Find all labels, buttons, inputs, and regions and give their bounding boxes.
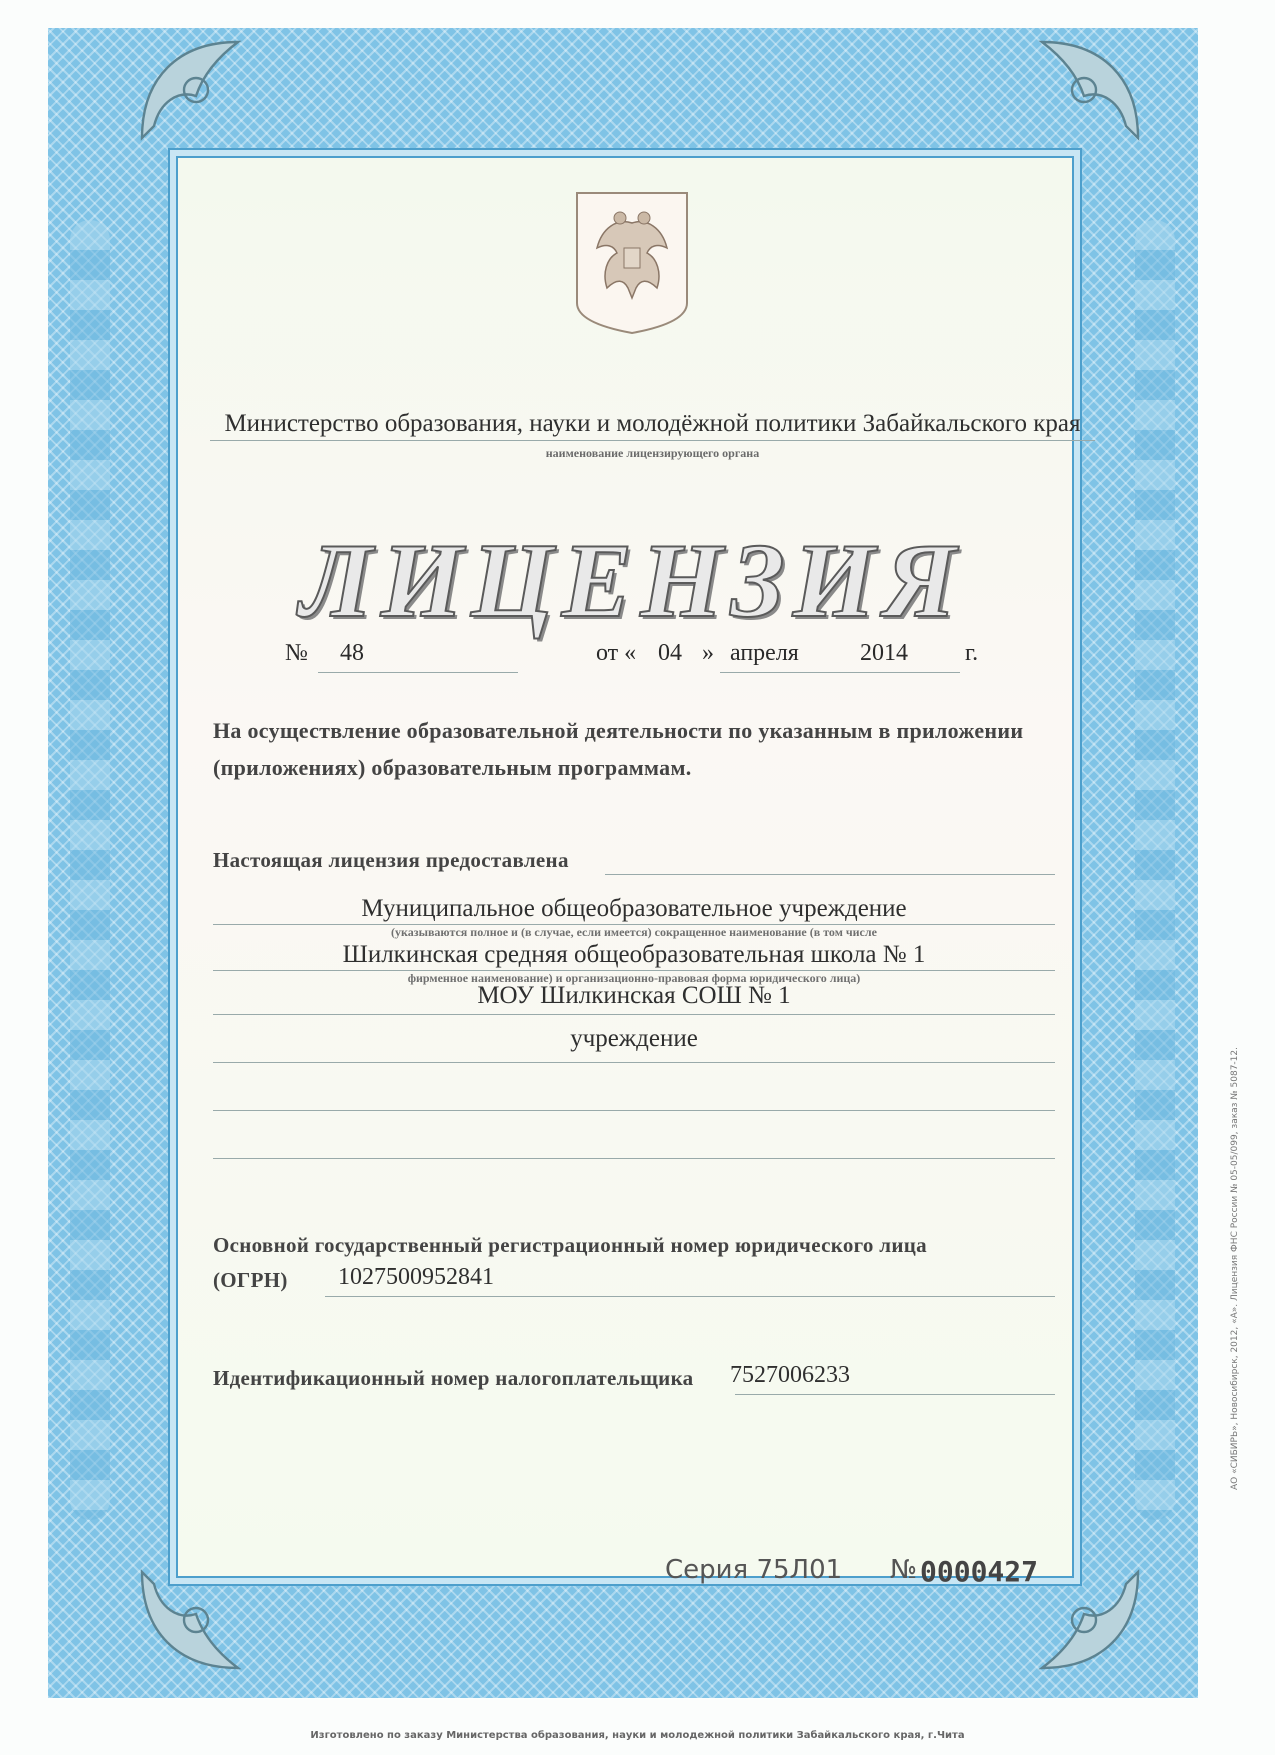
date-from-label: от « — [596, 640, 637, 666]
holder-legal-form: учреждение — [570, 1025, 698, 1052]
holder-line-6 — [213, 1158, 1055, 1159]
inn-line — [735, 1394, 1055, 1395]
holder-name-line-2: Шилкинская средняя общеобразовательная школа № 1 — [342, 941, 926, 968]
inn-value: 7527006233 — [730, 1362, 850, 1388]
right-guilloche-strip — [1135, 220, 1175, 1520]
license-number-label: № — [285, 640, 308, 666]
holder-line-3 — [213, 1014, 1055, 1015]
holder-short-name: МОУ Шилкинская СОШ № 1 — [477, 982, 791, 1009]
license-number: 48 — [340, 640, 364, 666]
holder-name-line-1: Муниципальное общеобразовательное учреждение — [361, 895, 907, 922]
holder-line-5 — [213, 1110, 1055, 1111]
inn-label: Идентификационный номер налогоплательщика — [213, 1366, 694, 1390]
ogrn-value: 1027500952841 — [338, 1264, 494, 1290]
corner-ornament-icon — [130, 30, 250, 150]
series-number-label: № — [890, 1555, 918, 1585]
corner-ornament-icon — [1030, 1560, 1150, 1680]
series-number: 0000427 — [920, 1555, 1039, 1588]
ogrn-label: Основной государственный регистрационный номер юридического лица — [213, 1233, 927, 1257]
corner-ornament-icon — [130, 1560, 250, 1680]
purpose-line-1: На осуществление образовательной деятельности по указанным в приложении — [213, 718, 1024, 743]
holder-caption-1: (указываются полное и (в случае, если имеется) сокращенное наименование (в том числе — [391, 925, 877, 939]
ogrn-line — [325, 1296, 1055, 1297]
license-number-line — [318, 672, 518, 673]
printer-imprint: АО «СИБИРЬ», Новосибирск, 2012, «А». Лицензия ФНС России № 05-05/099, заказ № 5087-12. — [1230, 1047, 1240, 1490]
license-day: 04 — [658, 640, 682, 666]
coat-of-arms-icon — [572, 188, 692, 338]
left-guilloche-strip — [70, 220, 110, 1520]
corner-ornament-icon — [1030, 30, 1150, 150]
document-title: ЛИЦЕНЗИЯ — [300, 522, 965, 639]
year-suffix: г. — [965, 640, 979, 666]
ogrn-abbr: (ОГРН) — [213, 1268, 288, 1292]
holder-caption-2: фирменное наименование) и организационно-правовая форма юридического лица) — [407, 971, 861, 985]
license-year: 2014 — [860, 640, 908, 666]
purpose-line-2: (приложениях) образовательным программам. — [213, 755, 692, 780]
granted-line — [605, 874, 1055, 875]
date-day-close: » — [702, 640, 714, 666]
series-label: Серия 75Л01 — [665, 1555, 843, 1585]
granted-label: Настоящая лицензия предоставлена — [213, 848, 569, 872]
footer-imprint: Изготовлено по заказу Министерства образования, науки и молодежной политики Забайкальского края, г.Чита — [310, 1730, 965, 1741]
licensing-authority-name: Министерство образования, науки и молодёжной политики Забайкальского края — [210, 410, 1095, 441]
license-month: апреля — [730, 640, 799, 666]
holder-line-4 — [213, 1062, 1055, 1063]
licensing-authority-caption: наименование лицензирующего органа — [545, 446, 760, 460]
date-line — [720, 672, 960, 673]
